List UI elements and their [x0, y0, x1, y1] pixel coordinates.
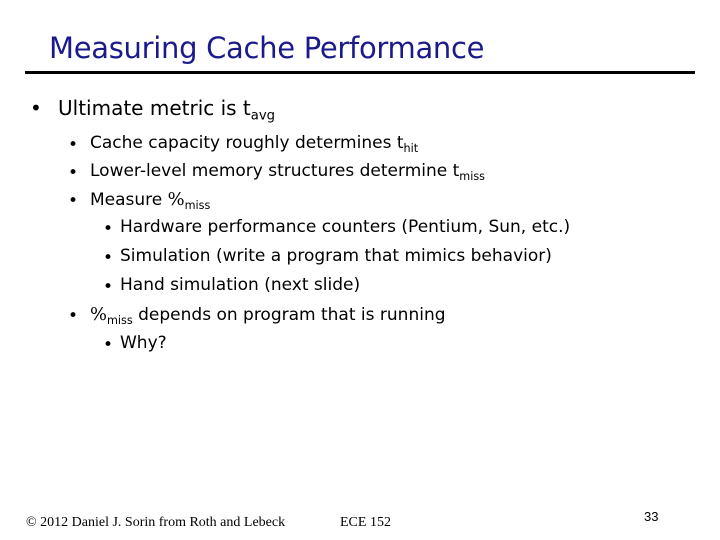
bullet-marker: • [68, 135, 79, 155]
footer-credit: © 2012 Daniel J. Sorin from Roth and Lebeck [26, 515, 286, 530]
title-underline [25, 71, 695, 74]
bullet-marker: • [30, 96, 42, 120]
subscript: avg [250, 108, 276, 124]
bullet-marker: • [103, 248, 114, 268]
bullet-why: Why? [120, 333, 167, 353]
bullet-hardware-counters: Hardware performance counters (Pentium, Sun, etc.) [120, 217, 571, 237]
bullet-text: Cache capacity roughly determines t [90, 133, 404, 153]
percent-symbol: % [90, 304, 107, 325]
bullet-marker: • [103, 277, 114, 297]
bullet-marker: • [68, 163, 79, 183]
bullet-text: Ultimate metric is t [58, 96, 251, 120]
bullet-marker: • [68, 306, 79, 326]
percent-symbol: % [167, 189, 185, 210]
bullet-marker: • [103, 335, 114, 355]
bullet-marker: • [103, 219, 114, 239]
bullet-ultimate-metric [58, 96, 276, 124]
bullet-simulation: Simulation (write a program that mimics behavior) [120, 246, 552, 266]
bullet-pct-miss-depends [90, 304, 446, 325]
bullet-hand-simulation: Hand simulation (next slide) [120, 275, 361, 295]
bullet-lower-level [90, 161, 485, 181]
bullet-text: Measure [90, 190, 168, 210]
slide-title: Measuring Cache Performance [49, 31, 485, 65]
bullet-cache-capacity [90, 133, 418, 153]
footer-course: ECE 152 [340, 515, 391, 530]
bullet-measure [90, 189, 210, 210]
subscript: miss [106, 313, 133, 327]
bullet-text: depends on program that is running [132, 305, 446, 325]
bullet-marker: • [68, 191, 79, 211]
subscript: hit [403, 141, 419, 155]
bullet-text: Lower-level memory structures determine t [90, 161, 460, 181]
page-number: 33 [644, 509, 659, 524]
subscript: miss [459, 169, 486, 183]
subscript: miss [184, 198, 211, 212]
